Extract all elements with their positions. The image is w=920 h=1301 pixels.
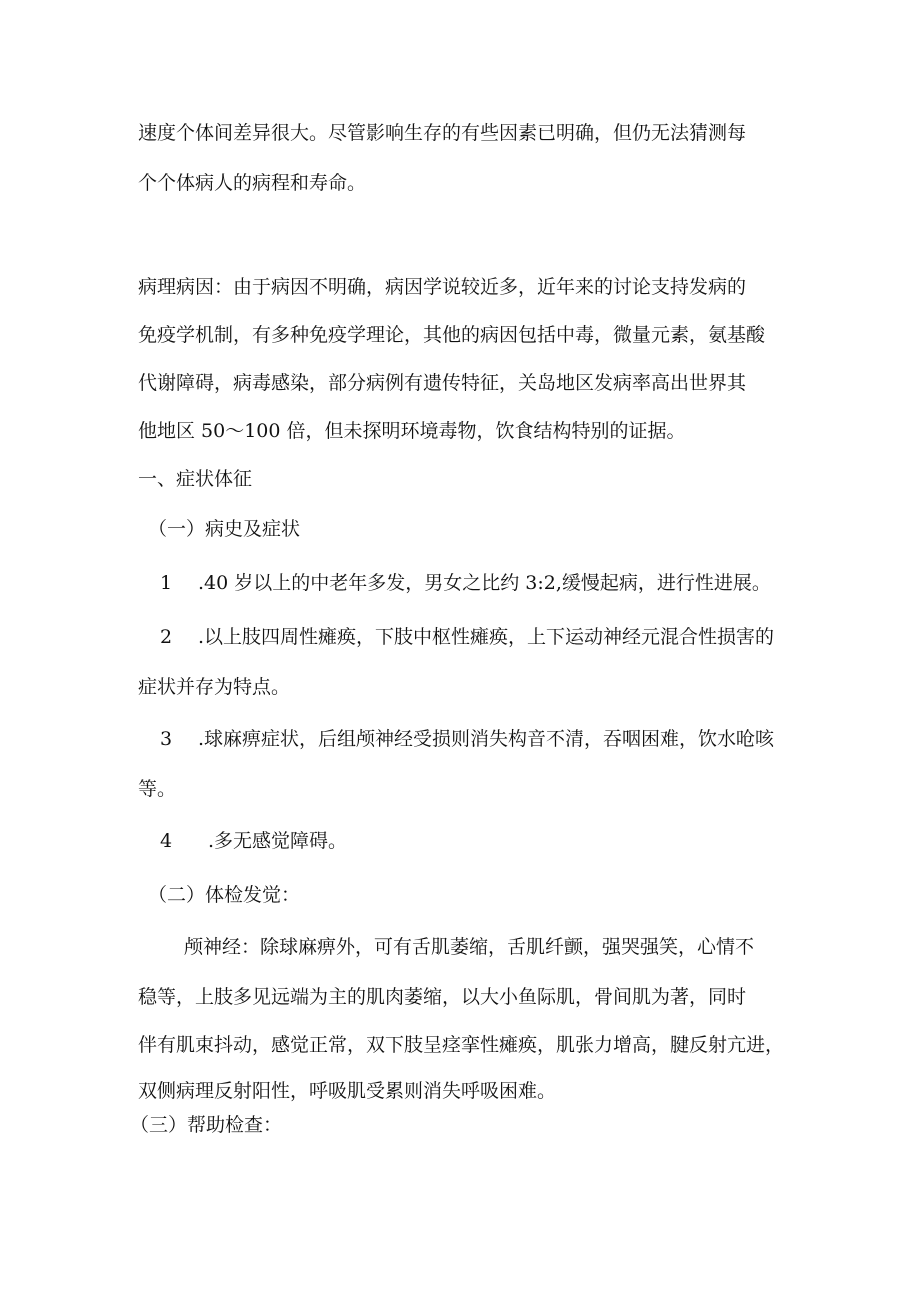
list-item-3 xyxy=(160,730,774,749)
list-item-4 xyxy=(160,832,347,851)
list-item-number: 1 xyxy=(160,572,173,594)
intro-line-1: 速度个体间差异很大。尽管影响生存的有些因素已明确，但仍无法猜测每 xyxy=(138,122,747,144)
exam-line-4: 双侧病理反射阳性，呼吸肌受累则消失呼吸困难。 xyxy=(138,1080,557,1102)
list-item-number: 3 xyxy=(160,728,173,750)
section-heading: 一、症状体征 xyxy=(138,468,253,490)
list-item-1 xyxy=(160,574,771,593)
list-item-2-continuation: 症状并存为特点。 xyxy=(138,676,291,698)
list-item-number: 4 xyxy=(160,830,173,852)
exam-line-2: 稳等，上肢多见远端为主的肌肉萎缩，以大小鱼际肌，骨间肌为著，同时 xyxy=(138,986,747,1008)
list-item-text: .40 岁以上的中老年多发，男女之比约 3:2,缓慢起病，进行性进展。 xyxy=(198,572,771,594)
subsection-history: （一）病史及症状 xyxy=(148,518,301,540)
list-item-number: 2 xyxy=(160,626,173,648)
exam-line-3: 伴有肌束抖动，感觉正常，双下肢呈痉挛性瘫痪，肌张力增高，腱反射亢进， xyxy=(138,1034,785,1056)
etiology-line-3: 代谢障碍，病毒感染，部分病例有遗传特征，关岛地区发病率高出世界其 xyxy=(138,372,747,394)
list-item-3-continuation: 等。 xyxy=(138,778,177,800)
subsection-auxiliary-exam: （三）帮助检查： xyxy=(130,1114,283,1136)
subsection-exam: （二）体检发觉： xyxy=(148,884,301,906)
list-item-2 xyxy=(160,628,774,647)
list-item-text: .以上肢四周性瘫痪，下肢中枢性瘫痪，上下运动神经元混合性损害的 xyxy=(198,626,775,648)
exam-line-1: 颅神经：除球麻痹外，可有舌肌萎缩，舌肌纤颤，强哭强笑，心情不 xyxy=(184,936,755,958)
intro-line-2: 个个体病人的病程和寿命。 xyxy=(138,172,367,194)
list-item-text: .多无感觉障碍。 xyxy=(208,830,348,852)
etiology-line-4: 他地区 50～100 倍，但未探明环境毒物，饮食结构特别的证据。 xyxy=(138,420,686,442)
list-item-text: .球麻痹症状，后组颅神经受损则消失构音不清，吞咽困难，饮水呛咳 xyxy=(198,728,775,750)
etiology-line-2: 免疫学机制，有多种免疫学理论，其他的病因包括中毒，微量元素，氨基酸 xyxy=(138,324,766,346)
etiology-line-1: 病理病因：由于病因不明确，病因学说较近多，近年来的讨论支持发病的 xyxy=(138,276,747,298)
